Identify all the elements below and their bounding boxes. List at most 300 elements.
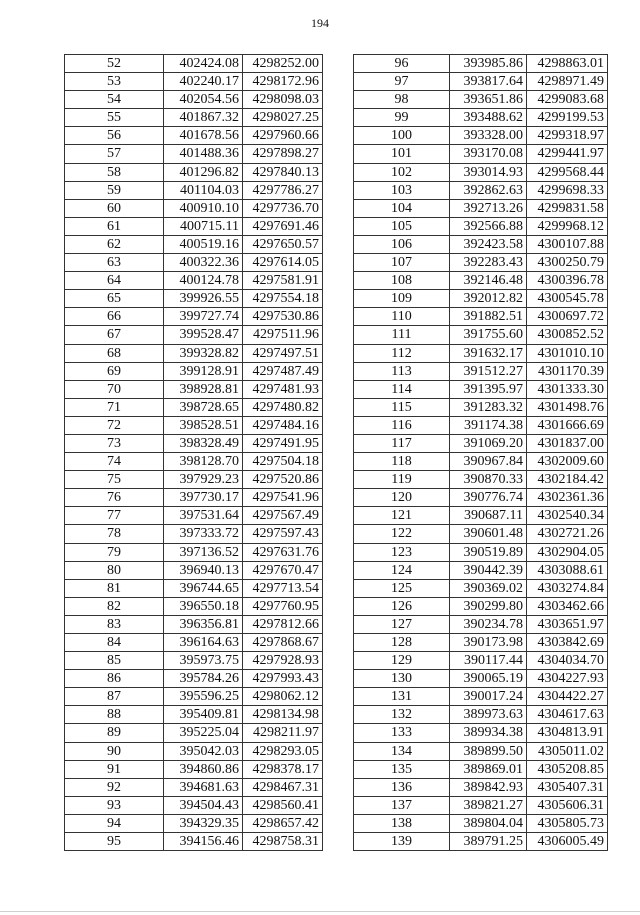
y-coordinate-cell: 4297554.18 xyxy=(243,290,323,308)
point-number-cell: 59 xyxy=(65,181,164,199)
table-row xyxy=(354,833,608,851)
point-number-cell: 91 xyxy=(65,760,164,778)
x-coordinate-cell: 401867.32 xyxy=(164,109,243,127)
table-row xyxy=(65,145,323,163)
point-number-cell: 121 xyxy=(354,507,450,525)
y-coordinate-cell: 4298657.42 xyxy=(243,814,323,832)
y-coordinate-cell: 4302904.05 xyxy=(527,543,608,561)
point-number-cell: 105 xyxy=(354,217,450,235)
x-coordinate-cell: 398128.70 xyxy=(164,453,243,471)
x-coordinate-cell: 401678.56 xyxy=(164,127,243,145)
point-number-cell: 70 xyxy=(65,380,164,398)
y-coordinate-cell: 4297786.27 xyxy=(243,181,323,199)
point-number-cell: 57 xyxy=(65,145,164,163)
point-number-cell: 55 xyxy=(65,109,164,127)
y-coordinate-cell: 4305011.02 xyxy=(527,742,608,760)
point-number-cell: 94 xyxy=(65,814,164,832)
table-row xyxy=(65,344,323,362)
x-coordinate-cell: 398328.49 xyxy=(164,434,243,452)
x-coordinate-cell: 392423.58 xyxy=(450,235,527,253)
y-coordinate-cell: 4303088.61 xyxy=(527,561,608,579)
x-coordinate-cell: 392713.26 xyxy=(450,199,527,217)
point-number-cell: 115 xyxy=(354,398,450,416)
x-coordinate-cell: 396550.18 xyxy=(164,597,243,615)
table-row xyxy=(354,235,608,253)
table-row xyxy=(354,525,608,543)
x-coordinate-cell: 399926.55 xyxy=(164,290,243,308)
x-coordinate-cell: 389821.27 xyxy=(450,796,527,814)
point-number-cell: 65 xyxy=(65,290,164,308)
y-coordinate-cell: 4304617.63 xyxy=(527,706,608,724)
table-row xyxy=(354,634,608,652)
table-row xyxy=(65,652,323,670)
table-row xyxy=(354,706,608,724)
point-number-cell: 61 xyxy=(65,217,164,235)
x-coordinate-cell: 399727.74 xyxy=(164,308,243,326)
point-number-cell: 130 xyxy=(354,670,450,688)
table-row xyxy=(65,362,323,380)
table-row xyxy=(354,742,608,760)
x-coordinate-cell: 398728.65 xyxy=(164,398,243,416)
point-number-cell: 87 xyxy=(65,688,164,706)
y-coordinate-cell: 4303842.69 xyxy=(527,634,608,652)
point-number-cell: 103 xyxy=(354,181,450,199)
y-coordinate-cell: 4297484.16 xyxy=(243,416,323,434)
table-row xyxy=(354,127,608,145)
y-coordinate-cell: 4298211.97 xyxy=(243,724,323,742)
table-row xyxy=(354,615,608,633)
table-row xyxy=(65,416,323,434)
x-coordinate-cell: 401488.36 xyxy=(164,145,243,163)
table-row xyxy=(354,778,608,796)
y-coordinate-cell: 4298467.31 xyxy=(243,778,323,796)
table-row xyxy=(65,380,323,398)
point-number-cell: 109 xyxy=(354,290,450,308)
table-row xyxy=(354,416,608,434)
y-coordinate-cell: 4298378.17 xyxy=(243,760,323,778)
table-row xyxy=(65,326,323,344)
table-row xyxy=(65,543,323,561)
x-coordinate-cell: 390369.02 xyxy=(450,579,527,597)
table-row xyxy=(354,362,608,380)
point-number-cell: 110 xyxy=(354,308,450,326)
y-coordinate-cell: 4301837.00 xyxy=(527,434,608,452)
x-coordinate-cell: 389842.93 xyxy=(450,778,527,796)
x-coordinate-cell: 390519.89 xyxy=(450,543,527,561)
table-row xyxy=(354,471,608,489)
table-row xyxy=(354,380,608,398)
y-coordinate-cell: 4297840.13 xyxy=(243,163,323,181)
table-row xyxy=(65,688,323,706)
table-row xyxy=(65,724,323,742)
x-coordinate-cell: 400519.16 xyxy=(164,235,243,253)
y-coordinate-cell: 4297567.49 xyxy=(243,507,323,525)
y-coordinate-cell: 4303651.97 xyxy=(527,615,608,633)
table-row xyxy=(65,833,323,851)
y-coordinate-cell: 4297928.93 xyxy=(243,652,323,670)
point-number-cell: 82 xyxy=(65,597,164,615)
y-coordinate-cell: 4297581.91 xyxy=(243,272,323,290)
x-coordinate-cell: 389934.38 xyxy=(450,724,527,742)
table-row xyxy=(65,634,323,652)
y-coordinate-cell: 4299698.33 xyxy=(527,181,608,199)
x-coordinate-cell: 395973.75 xyxy=(164,652,243,670)
y-coordinate-cell: 4297541.96 xyxy=(243,489,323,507)
point-number-cell: 96 xyxy=(354,55,450,73)
point-number-cell: 81 xyxy=(65,579,164,597)
table-row xyxy=(65,670,323,688)
y-coordinate-cell: 4297691.46 xyxy=(243,217,323,235)
y-coordinate-cell: 4301666.69 xyxy=(527,416,608,434)
point-number-cell: 139 xyxy=(354,833,450,851)
table-row xyxy=(65,73,323,91)
point-number-cell: 53 xyxy=(65,73,164,91)
x-coordinate-cell: 396356.81 xyxy=(164,615,243,633)
point-number-cell: 118 xyxy=(354,453,450,471)
table-row xyxy=(65,615,323,633)
table-row xyxy=(65,742,323,760)
table-row xyxy=(354,272,608,290)
page-number: 194 xyxy=(311,16,329,30)
table-row xyxy=(354,597,608,615)
x-coordinate-cell: 393328.00 xyxy=(450,127,527,145)
point-number-cell: 124 xyxy=(354,561,450,579)
table-row xyxy=(354,344,608,362)
y-coordinate-cell: 4301170.39 xyxy=(527,362,608,380)
point-number-cell: 101 xyxy=(354,145,450,163)
y-coordinate-cell: 4297614.05 xyxy=(243,254,323,272)
x-coordinate-cell: 401104.03 xyxy=(164,181,243,199)
table-row xyxy=(354,91,608,109)
table-row xyxy=(65,525,323,543)
y-coordinate-cell: 4300852.52 xyxy=(527,326,608,344)
point-number-cell: 138 xyxy=(354,814,450,832)
y-coordinate-cell: 4297481.93 xyxy=(243,380,323,398)
table-row xyxy=(65,127,323,145)
table-row xyxy=(354,217,608,235)
point-number-cell: 100 xyxy=(354,127,450,145)
point-number-cell: 106 xyxy=(354,235,450,253)
x-coordinate-cell: 391069.20 xyxy=(450,434,527,452)
y-coordinate-cell: 4305407.31 xyxy=(527,778,608,796)
x-coordinate-cell: 395409.81 xyxy=(164,706,243,724)
y-coordinate-cell: 4297670.47 xyxy=(243,561,323,579)
point-number-cell: 72 xyxy=(65,416,164,434)
x-coordinate-cell: 393170.08 xyxy=(450,145,527,163)
table-row xyxy=(354,308,608,326)
y-coordinate-cell: 4305805.73 xyxy=(527,814,608,832)
point-number-cell: 137 xyxy=(354,796,450,814)
y-coordinate-cell: 4298062.12 xyxy=(243,688,323,706)
table-row xyxy=(354,398,608,416)
table-row xyxy=(354,579,608,597)
point-number-cell: 75 xyxy=(65,471,164,489)
y-coordinate-cell: 4297812.66 xyxy=(243,615,323,633)
y-coordinate-cell: 4297597.43 xyxy=(243,525,323,543)
point-number-cell: 84 xyxy=(65,634,164,652)
table-row xyxy=(65,109,323,127)
x-coordinate-cell: 399528.47 xyxy=(164,326,243,344)
y-coordinate-cell: 4301333.30 xyxy=(527,380,608,398)
table-row xyxy=(65,91,323,109)
x-coordinate-cell: 390065.19 xyxy=(450,670,527,688)
y-coordinate-cell: 4301010.10 xyxy=(527,344,608,362)
x-coordinate-cell: 389899.50 xyxy=(450,742,527,760)
table-row xyxy=(65,796,323,814)
table-row xyxy=(354,688,608,706)
y-coordinate-cell: 4297736.70 xyxy=(243,199,323,217)
table-row xyxy=(65,308,323,326)
x-coordinate-cell: 389869.01 xyxy=(450,760,527,778)
x-coordinate-cell: 393817.64 xyxy=(450,73,527,91)
table-row xyxy=(354,55,608,73)
table-row xyxy=(65,163,323,181)
y-coordinate-cell: 4298293.05 xyxy=(243,742,323,760)
x-coordinate-cell: 402240.17 xyxy=(164,73,243,91)
table-row xyxy=(65,507,323,525)
table-row xyxy=(354,181,608,199)
x-coordinate-cell: 397730.17 xyxy=(164,489,243,507)
y-coordinate-cell: 4298172.96 xyxy=(243,73,323,91)
y-coordinate-cell: 4297480.82 xyxy=(243,398,323,416)
point-number-cell: 74 xyxy=(65,453,164,471)
x-coordinate-cell: 391395.97 xyxy=(450,380,527,398)
point-number-cell: 88 xyxy=(65,706,164,724)
x-coordinate-cell: 391283.32 xyxy=(450,398,527,416)
table-row xyxy=(65,235,323,253)
x-coordinate-cell: 394504.43 xyxy=(164,796,243,814)
point-number-cell: 73 xyxy=(65,434,164,452)
point-number-cell: 80 xyxy=(65,561,164,579)
point-number-cell: 113 xyxy=(354,362,450,380)
table-row xyxy=(354,254,608,272)
table-row xyxy=(354,561,608,579)
point-number-cell: 69 xyxy=(65,362,164,380)
table-row xyxy=(354,796,608,814)
table-row xyxy=(65,453,323,471)
y-coordinate-cell: 4306005.49 xyxy=(527,833,608,851)
y-coordinate-cell: 4298252.00 xyxy=(243,55,323,73)
x-coordinate-cell: 394156.46 xyxy=(164,833,243,851)
point-number-cell: 136 xyxy=(354,778,450,796)
table-row xyxy=(65,579,323,597)
y-coordinate-cell: 4300250.79 xyxy=(527,254,608,272)
y-coordinate-cell: 4304227.93 xyxy=(527,670,608,688)
table-row xyxy=(354,199,608,217)
table-row xyxy=(65,814,323,832)
x-coordinate-cell: 393985.86 xyxy=(450,55,527,73)
table-row xyxy=(65,434,323,452)
point-number-cell: 78 xyxy=(65,525,164,543)
x-coordinate-cell: 390687.11 xyxy=(450,507,527,525)
x-coordinate-cell: 402054.56 xyxy=(164,91,243,109)
point-number-cell: 71 xyxy=(65,398,164,416)
y-coordinate-cell: 4302184.42 xyxy=(527,471,608,489)
point-number-cell: 97 xyxy=(354,73,450,91)
x-coordinate-cell: 390870.33 xyxy=(450,471,527,489)
table-row xyxy=(65,597,323,615)
y-coordinate-cell: 4305606.31 xyxy=(527,796,608,814)
y-coordinate-cell: 4298560.41 xyxy=(243,796,323,814)
point-number-cell: 90 xyxy=(65,742,164,760)
x-coordinate-cell: 399128.91 xyxy=(164,362,243,380)
x-coordinate-cell: 397333.72 xyxy=(164,525,243,543)
x-coordinate-cell: 391174.38 xyxy=(450,416,527,434)
point-number-cell: 62 xyxy=(65,235,164,253)
point-number-cell: 67 xyxy=(65,326,164,344)
x-coordinate-cell: 391882.51 xyxy=(450,308,527,326)
x-coordinate-cell: 393014.93 xyxy=(450,163,527,181)
y-coordinate-cell: 4303462.66 xyxy=(527,597,608,615)
y-coordinate-cell: 4301498.76 xyxy=(527,398,608,416)
point-number-cell: 95 xyxy=(65,833,164,851)
y-coordinate-cell: 4297650.57 xyxy=(243,235,323,253)
x-coordinate-cell: 395042.03 xyxy=(164,742,243,760)
y-coordinate-cell: 4299831.58 xyxy=(527,199,608,217)
x-coordinate-cell: 393651.86 xyxy=(450,91,527,109)
x-coordinate-cell: 391755.60 xyxy=(450,326,527,344)
point-number-cell: 99 xyxy=(354,109,450,127)
scan-edge-line xyxy=(0,911,640,912)
table-row xyxy=(65,561,323,579)
point-number-cell: 134 xyxy=(354,742,450,760)
point-number-cell: 120 xyxy=(354,489,450,507)
y-coordinate-cell: 4297898.27 xyxy=(243,145,323,163)
y-coordinate-cell: 4299083.68 xyxy=(527,91,608,109)
y-coordinate-cell: 4303274.84 xyxy=(527,579,608,597)
x-coordinate-cell: 392566.88 xyxy=(450,217,527,235)
y-coordinate-cell: 4302721.26 xyxy=(527,525,608,543)
y-coordinate-cell: 4300545.78 xyxy=(527,290,608,308)
y-coordinate-cell: 4297960.66 xyxy=(243,127,323,145)
table-row xyxy=(354,109,608,127)
x-coordinate-cell: 394681.63 xyxy=(164,778,243,796)
y-coordinate-cell: 4298863.01 xyxy=(527,55,608,73)
y-coordinate-cell: 4298098.03 xyxy=(243,91,323,109)
point-number-cell: 64 xyxy=(65,272,164,290)
coordinates-table-left xyxy=(64,54,323,851)
point-number-cell: 126 xyxy=(354,597,450,615)
x-coordinate-cell: 398928.81 xyxy=(164,380,243,398)
table-row xyxy=(65,398,323,416)
x-coordinate-cell: 390234.78 xyxy=(450,615,527,633)
y-coordinate-cell: 4300107.88 xyxy=(527,235,608,253)
table-row xyxy=(354,814,608,832)
y-coordinate-cell: 4298134.98 xyxy=(243,706,323,724)
x-coordinate-cell: 397531.64 xyxy=(164,507,243,525)
x-coordinate-cell: 392012.82 xyxy=(450,290,527,308)
point-number-cell: 85 xyxy=(65,652,164,670)
y-coordinate-cell: 4302540.34 xyxy=(527,507,608,525)
x-coordinate-cell: 397929.23 xyxy=(164,471,243,489)
point-number-cell: 135 xyxy=(354,760,450,778)
x-coordinate-cell: 400715.11 xyxy=(164,217,243,235)
x-coordinate-cell: 396744.65 xyxy=(164,579,243,597)
point-number-cell: 117 xyxy=(354,434,450,452)
y-coordinate-cell: 4298027.25 xyxy=(243,109,323,127)
y-coordinate-cell: 4299199.53 xyxy=(527,109,608,127)
x-coordinate-cell: 395784.26 xyxy=(164,670,243,688)
y-coordinate-cell: 4297993.43 xyxy=(243,670,323,688)
x-coordinate-cell: 400124.78 xyxy=(164,272,243,290)
y-coordinate-cell: 4304813.91 xyxy=(527,724,608,742)
x-coordinate-cell: 389804.04 xyxy=(450,814,527,832)
x-coordinate-cell: 396940.13 xyxy=(164,561,243,579)
x-coordinate-cell: 390967.84 xyxy=(450,453,527,471)
table-row xyxy=(354,434,608,452)
point-number-cell: 60 xyxy=(65,199,164,217)
y-coordinate-cell: 4297713.54 xyxy=(243,579,323,597)
x-coordinate-cell: 395596.25 xyxy=(164,688,243,706)
point-number-cell: 119 xyxy=(354,471,450,489)
x-coordinate-cell: 392283.43 xyxy=(450,254,527,272)
table-row xyxy=(354,489,608,507)
y-coordinate-cell: 4300396.78 xyxy=(527,272,608,290)
table-row xyxy=(354,670,608,688)
point-number-cell: 86 xyxy=(65,670,164,688)
y-coordinate-cell: 4299318.97 xyxy=(527,127,608,145)
table-row xyxy=(354,543,608,561)
x-coordinate-cell: 392862.63 xyxy=(450,181,527,199)
y-coordinate-cell: 4299568.44 xyxy=(527,163,608,181)
point-number-cell: 123 xyxy=(354,543,450,561)
table-row xyxy=(65,217,323,235)
x-coordinate-cell: 390442.39 xyxy=(450,561,527,579)
x-coordinate-cell: 390601.48 xyxy=(450,525,527,543)
point-number-cell: 79 xyxy=(65,543,164,561)
coordinates-table-right xyxy=(353,54,608,851)
y-coordinate-cell: 4297760.95 xyxy=(243,597,323,615)
point-number-cell: 132 xyxy=(354,706,450,724)
table-row xyxy=(354,724,608,742)
y-coordinate-cell: 4302361.36 xyxy=(527,489,608,507)
table-row xyxy=(65,489,323,507)
point-number-cell: 92 xyxy=(65,778,164,796)
point-number-cell: 111 xyxy=(354,326,450,344)
point-number-cell: 112 xyxy=(354,344,450,362)
table-row xyxy=(65,272,323,290)
point-number-cell: 131 xyxy=(354,688,450,706)
y-coordinate-cell: 4297491.95 xyxy=(243,434,323,452)
y-coordinate-cell: 4297511.96 xyxy=(243,326,323,344)
table-row xyxy=(354,326,608,344)
x-coordinate-cell: 390117.44 xyxy=(450,652,527,670)
x-coordinate-cell: 391512.27 xyxy=(450,362,527,380)
x-coordinate-cell: 395225.04 xyxy=(164,724,243,742)
table-row xyxy=(65,199,323,217)
point-number-cell: 116 xyxy=(354,416,450,434)
y-coordinate-cell: 4297631.76 xyxy=(243,543,323,561)
table-row xyxy=(65,181,323,199)
table-row xyxy=(354,453,608,471)
point-number-cell: 114 xyxy=(354,380,450,398)
x-coordinate-cell: 401296.82 xyxy=(164,163,243,181)
x-coordinate-cell: 394329.35 xyxy=(164,814,243,832)
x-coordinate-cell: 397136.52 xyxy=(164,543,243,561)
point-number-cell: 133 xyxy=(354,724,450,742)
x-coordinate-cell: 390173.98 xyxy=(450,634,527,652)
table-row xyxy=(65,760,323,778)
table-row xyxy=(65,290,323,308)
point-number-cell: 76 xyxy=(65,489,164,507)
x-coordinate-cell: 400322.36 xyxy=(164,254,243,272)
point-number-cell: 128 xyxy=(354,634,450,652)
y-coordinate-cell: 4298971.49 xyxy=(527,73,608,91)
point-number-cell: 56 xyxy=(65,127,164,145)
x-coordinate-cell: 389791.25 xyxy=(450,833,527,851)
table-row xyxy=(65,778,323,796)
point-number-cell: 77 xyxy=(65,507,164,525)
